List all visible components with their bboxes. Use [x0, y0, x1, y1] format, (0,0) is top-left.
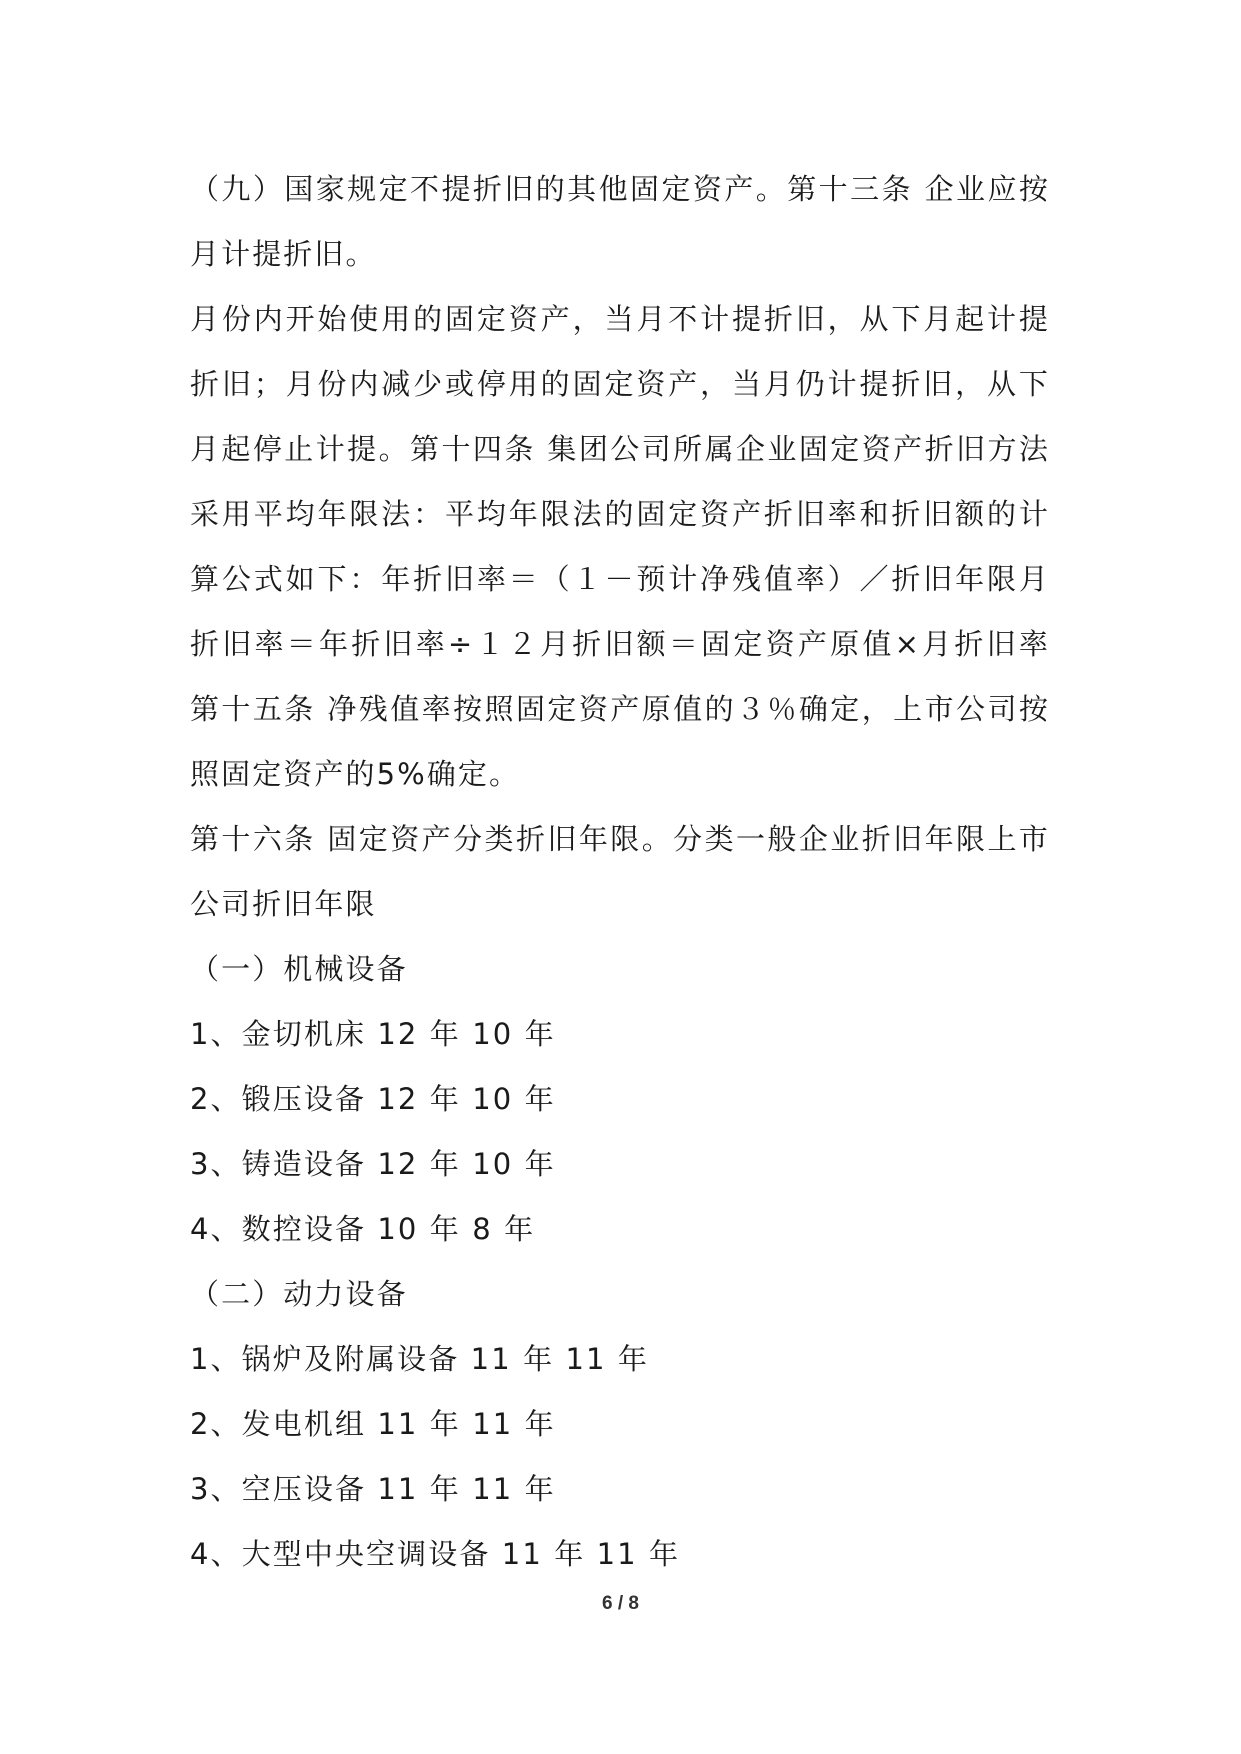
section-heading-machinery: （一）机械设备 [190, 952, 408, 986]
paragraph-depreciation-exclusion: （九）国家规定不提折旧的其他固定资产。第十三条 企业应按月计提折旧。 [190, 172, 1050, 271]
list-item: 1、锅炉及附属设备 11 年 11 年 [190, 1342, 650, 1376]
list-item: 3、空压设备 11 年 11 年 [190, 1472, 556, 1506]
paragraph-depreciation-method: 月份内开始使用的固定资产，当月不计提折旧，从下月起计提折旧；月份内减少或停用的固定资产，当月仍计提折旧，从下月起停止计提。第十四条 集团公司所属企业固定资产折旧方法采用平均年限法：平均年限法的固定资产折旧率和折旧额的计算公式如下：年折旧率＝（１－预计净残值率）／折旧年限月折旧率＝年折旧率÷１２月折旧额＝固定资产原值×月折旧率第十五条 净残值率按照固定资产原值的３％确定，上市公司按照固定资产的5%确定。 [190, 302, 1050, 791]
list-item: 4、大型中央空调设备 11 年 11 年 [190, 1537, 681, 1571]
paragraph-article-16: 第十六条 固定资产分类折旧年限。分类一般企业折旧年限上市公司折旧年限 [190, 822, 1050, 921]
section-heading-power-equipment: （二）动力设备 [190, 1277, 408, 1311]
list-item: 1、金切机床 12 年 10 年 [190, 1017, 556, 1051]
page-number: 6 / 8 [602, 1593, 639, 1614]
list-item: 4、数控设备 10 年 8 年 [190, 1212, 536, 1246]
list-item: 2、发电机组 11 年 11 年 [190, 1407, 556, 1441]
document-body [190, 157, 1050, 1587]
list-item: 2、锻压设备 12 年 10 年 [190, 1082, 556, 1116]
list-item: 3、铸造设备 12 年 10 年 [190, 1147, 556, 1181]
